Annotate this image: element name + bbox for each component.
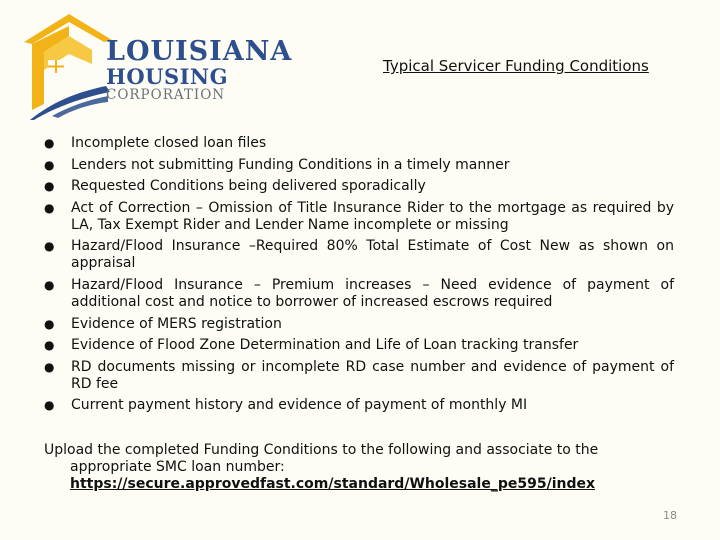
list-item-text: Lenders not submitting Funding Conditions in a timely manner — [71, 156, 510, 173]
list-item — [44, 397, 674, 414]
list-item — [44, 135, 674, 152]
list-item-text: Evidence of Flood Zone Determination and Life of Loan tracking transfer — [71, 337, 579, 354]
bullet-icon: ● — [44, 359, 55, 374]
upload-link-row — [44, 476, 674, 493]
bullet-icon: ● — [44, 136, 55, 150]
logo-line-1: LOUISIANA — [106, 36, 293, 67]
bullet-icon: ● — [44, 200, 55, 215]
upload-instructions — [44, 442, 674, 493]
list-item-text: RD documents missing or incomplete RD case number and evidence of payment of RD fee — [71, 358, 674, 392]
house-icon — [22, 12, 112, 120]
bullet-icon: ● — [44, 316, 55, 331]
list-item-text: Current payment history and evidence of payment of monthly MI — [71, 397, 528, 414]
list-item — [44, 359, 674, 393]
upload-text-continued: appropriate SMC loan number: — [70, 459, 285, 475]
slide-title: Typical Servicer Funding Conditions — [383, 57, 649, 75]
bullet-icon: ● — [44, 157, 55, 172]
bullet-icon: ● — [44, 179, 55, 194]
list-item-text: Requested Conditions being delivered sporadically — [71, 178, 426, 195]
lhc-logo — [22, 12, 293, 120]
logo-line-2: HOUSING — [106, 64, 229, 89]
logo-wordmark — [106, 38, 292, 103]
conditions-list — [44, 135, 674, 419]
list-item-text: Incomplete closed loan files — [71, 135, 267, 151]
list-item-text: Hazard/Flood Insurance –Required 80% Total Estimate of Cost New as shown on appraisal — [71, 238, 674, 272]
bullet-icon: ● — [44, 239, 55, 254]
page-number: 18 — [663, 509, 677, 522]
list-item — [44, 200, 674, 234]
list-item-text: Act of Correction – Omission of Title Insurance Rider to the mortgage as required by LA, Tax Exempt Rider and Lender Name incomplete or missing — [71, 199, 674, 233]
list-item — [44, 337, 674, 354]
bullet-icon: ● — [44, 338, 55, 353]
list-item — [44, 178, 674, 195]
list-item-text: Hazard/Flood Insurance – Premium increases – Need evidence of payment of additional cost and notice to borrower of increased escrows required — [71, 276, 674, 310]
logo-line-3: CORPORATION — [106, 87, 226, 103]
upload-text: Upload the completed Funding Conditions to the following and associate to the — [44, 442, 599, 458]
bullet-icon: ● — [44, 277, 55, 292]
list-item — [44, 277, 674, 311]
list-item — [44, 316, 674, 333]
list-item-text: Evidence of MERS registration — [71, 315, 282, 332]
list-item — [44, 238, 674, 272]
upload-url-link[interactable]: https://secure.approvedfast.com/standard/Wholesale_pe595/index — [70, 476, 596, 492]
bullet-icon: ● — [44, 398, 55, 413]
list-item — [44, 157, 674, 174]
